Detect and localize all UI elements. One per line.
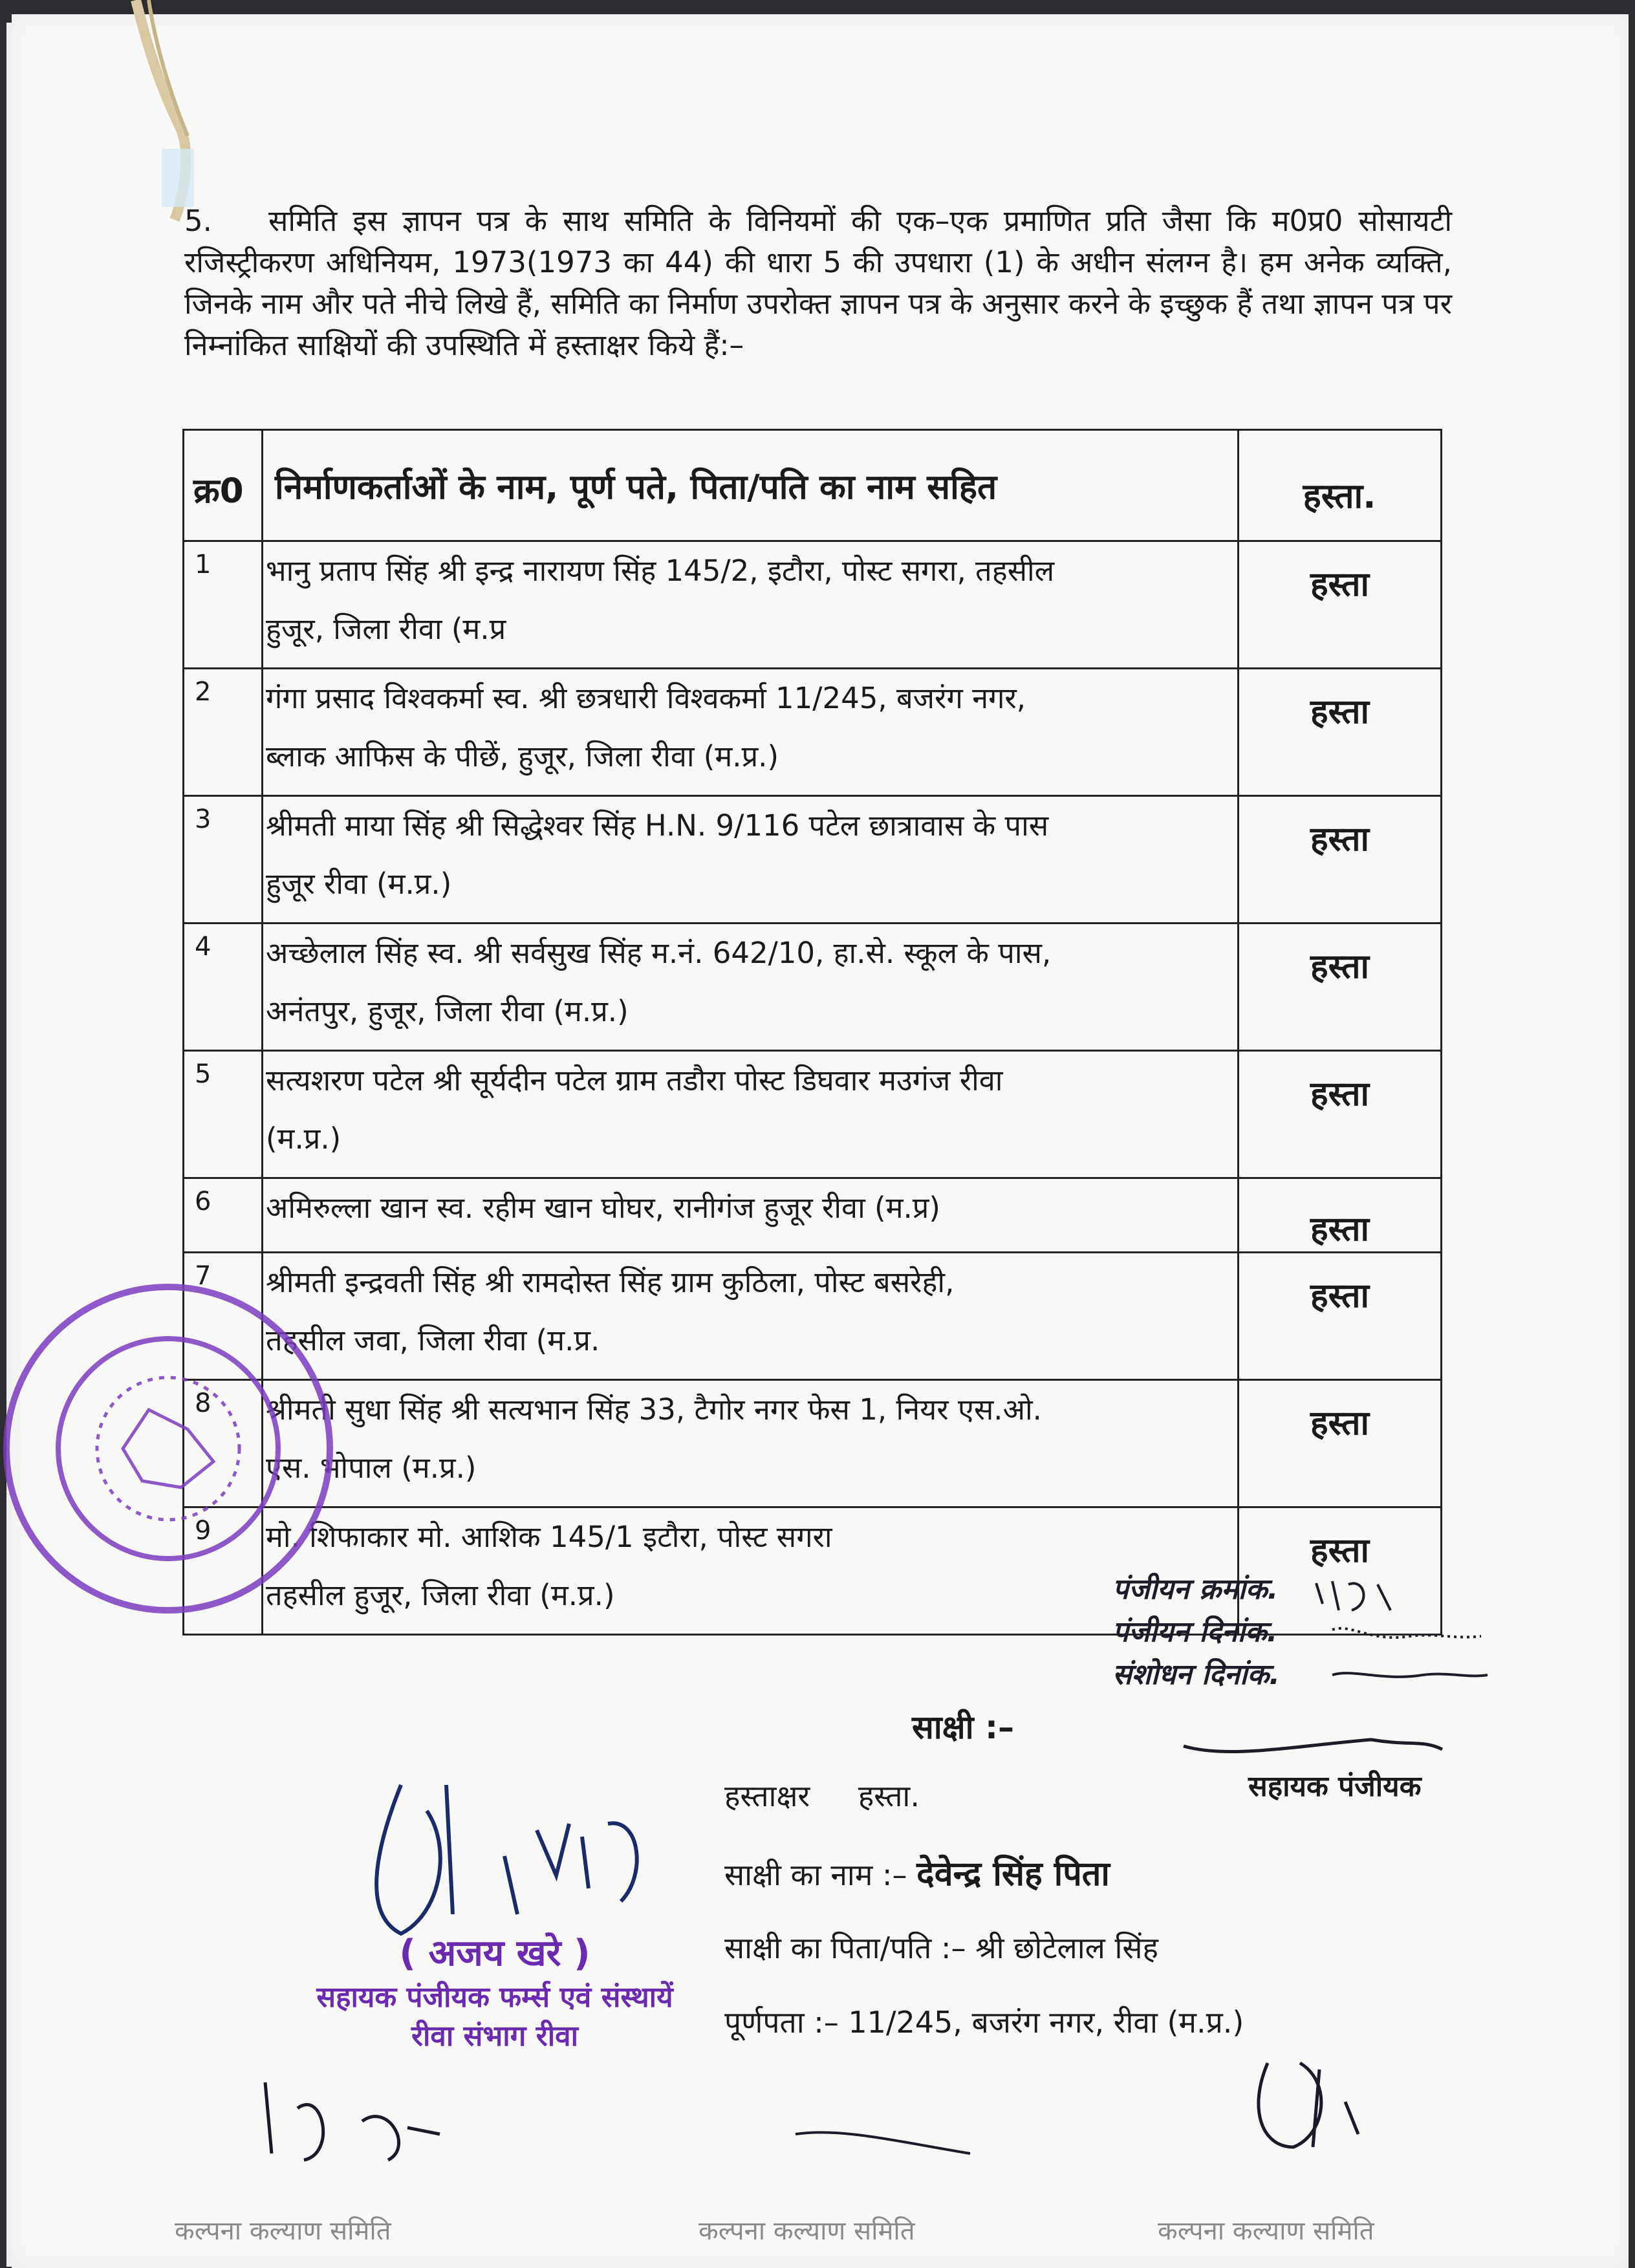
- table-row: [184, 1178, 1442, 1253]
- header-signature: हस्ता.: [1239, 430, 1442, 541]
- witness-signature-line: [724, 1775, 920, 1815]
- row-details: [263, 1051, 1239, 1178]
- witness-father-label: साक्षी का पिता/पति :–: [724, 1930, 966, 1965]
- founders-table: [182, 429, 1442, 1636]
- row-line1: श्रीमती माया सिंह श्री सिद्धेश्वर सिंह H.N. 9/116 पटेल छात्रावास के पास: [266, 808, 1049, 843]
- row-line2: हुजूर रीवा (म.प्र.): [266, 867, 452, 901]
- header-name-address: निर्माणकर्ताओं के नाम, पूर्ण पते, पिता/पति का नाम सहित: [263, 430, 1239, 541]
- row-details: [263, 1178, 1239, 1253]
- table-header-row: [184, 430, 1442, 541]
- header-serial: क्र0: [184, 430, 263, 541]
- officer-stamp: [288, 1927, 702, 2054]
- witness-heading: साक्षी :–: [912, 1709, 1014, 1746]
- binding-thread: [52, 0, 194, 233]
- registration-block: [1112, 1568, 1280, 1696]
- row-serial: 6: [184, 1178, 263, 1253]
- row-serial: 2: [184, 669, 263, 796]
- row-signature: हस्ता: [1239, 669, 1442, 796]
- table-row: [184, 1380, 1442, 1507]
- row-serial: 9: [184, 1507, 263, 1635]
- table-row: [184, 796, 1442, 923]
- row-details: [263, 1253, 1239, 1380]
- row-details: [263, 1380, 1239, 1507]
- footer-right: कल्पना कल्याण समिति: [1158, 2216, 1374, 2246]
- officer-name: ( अजय खरे ): [399, 1932, 590, 1974]
- row-line1: गंगा प्रसाद विश्वकर्मा स्व. श्री छत्रधारी विश्वकर्मा 11/245, बजरंग नगर,: [266, 681, 1026, 715]
- paragraph-number: 5.: [184, 204, 212, 238]
- witness-father-value: श्री छोटेलाल सिंह: [975, 1930, 1158, 1965]
- row-serial: 5: [184, 1051, 263, 1178]
- row-line2: तहसील जवा, जिला रीवा (म.प्र.: [266, 1323, 600, 1357]
- paragraph-text: समिति इस ज्ञापन पत्र के साथ समिति के विनियमों की एक–एक प्रमाणित प्रति जैसा कि म0प्र0 सोसायटी रजिस्ट्रीकरण अधिनियम, 1973(1973 का 44) की धारा 5 की उपधारा (1) के अधीन संलग्न है। हम अनेक व्यक्ति, जिनके नाम और पते नीचे लिखे हैं, समिति का निर्माण उपरोक्त ज्ञापन पत्र के अनुसार करने के इच्छुक हैं तथा ज्ञापन पत्र पर निम्नांकित साक्षियों की उपस्थिति में हस्ताक्षर किये हैं:–: [184, 204, 1452, 362]
- footer-center: कल्पना कल्याण समिति: [698, 2216, 915, 2246]
- row-details: [263, 796, 1239, 923]
- row-signature: हस्ता: [1239, 1178, 1442, 1253]
- row-line1: श्रीमती सुधा सिंह श्री सत्यभान सिंह 33, टैगोर नगर फेस 1, नियर एस.ओ.: [266, 1392, 1042, 1427]
- row-line1: मो. शिफाकार मो. आशिक 145/1 इटौरा, पोस्ट सगरा: [266, 1520, 832, 1554]
- row-serial: 4: [184, 923, 263, 1051]
- witness-address-label: पूर्णपता :–: [724, 2005, 839, 2040]
- row-signature: हस्ता: [1239, 1253, 1442, 1380]
- table-row: [184, 1051, 1442, 1178]
- row-serial: 7: [184, 1253, 263, 1380]
- row-serial: 3: [184, 796, 263, 923]
- row-serial: 8: [184, 1380, 263, 1507]
- assistant-registrar-label: सहायक पंजीयक: [1248, 1770, 1422, 1803]
- paragraph-5: [184, 200, 1452, 366]
- row-signature: हस्ता: [1239, 1380, 1442, 1507]
- witness-father-line: [724, 1927, 1158, 1967]
- table-row: [184, 669, 1442, 796]
- row-serial: 1: [184, 541, 263, 669]
- table-row: [184, 541, 1442, 669]
- row-signature: हस्ता: [1239, 1051, 1442, 1178]
- row-details: [263, 1507, 1239, 1635]
- witness-name-label: साक्षी का नाम :–: [724, 1857, 907, 1892]
- row-line2: अनंतपुर, हुजूर, जिला रीवा (म.प्र.): [266, 994, 629, 1028]
- amendment-date-label: संशोधन दिनांक.: [1112, 1658, 1280, 1691]
- row-signature: हस्ता: [1239, 1507, 1442, 1635]
- row-line1: अमिरुल्ला खान स्व. रहीम खान घोघर, रानीगंज हुजूर रीवा (म.प्र): [266, 1191, 940, 1225]
- row-line1: श्रीमती इन्द्रवती सिंह श्री रामदोस्त सिंह ग्राम कुठिला, पोस्ट बसरेही,: [266, 1265, 955, 1299]
- table-row: [184, 1253, 1442, 1380]
- row-details: [263, 669, 1239, 796]
- row-signature: हस्ता: [1239, 923, 1442, 1051]
- witness-sign-label: हस्ताक्षर: [724, 1778, 810, 1813]
- row-line2: हुजूर, जिला रीवा (म.प्र: [266, 612, 506, 646]
- witness-address-value: 11/245, बजरंग नगर, रीवा (म.प्र.): [848, 2005, 1244, 2040]
- row-line2: (म.प्र.): [266, 1121, 341, 1156]
- registration-number-label: पंजीयन क्रमांक.: [1112, 1573, 1279, 1606]
- row-line2: ब्लाक आफिस के पीछें, हुजूर, जिला रीवा (म.प्र.): [266, 739, 779, 773]
- row-line2: तहसील हुजूर, जिला रीवा (म.प्र.): [266, 1578, 615, 1612]
- registration-date-label: पंजीयन दिनांक.: [1112, 1615, 1278, 1648]
- row-line2: एस. भोपाल (म.प्र.): [266, 1451, 477, 1485]
- row-line1: भानु प्रताप सिंह श्री इन्द्र नारायण सिंह 145/2, इटौरा, पोस्ट सगरा, तहसील: [266, 554, 1055, 588]
- row-details: [263, 541, 1239, 669]
- officer-place: रीवा संभाग रीवा: [411, 2020, 578, 2053]
- witness-name-line: [724, 1850, 1110, 1895]
- footer-left: कल्पना कल्याण समिति: [175, 2216, 391, 2246]
- row-details: [263, 923, 1239, 1051]
- row-line1: अच्छेलाल सिंह स्व. श्री सर्वसुख सिंह म.नं. 642/10, हा.से. स्कूल के पास,: [266, 936, 1052, 970]
- row-signature: हस्ता: [1239, 796, 1442, 923]
- officer-designation: सहायक पंजीयक फर्म्स एवं संस्थायें: [316, 1981, 673, 2014]
- row-signature: हस्ता: [1239, 541, 1442, 669]
- witness-address-line: [724, 2002, 1244, 2042]
- table-row: [184, 923, 1442, 1051]
- witness-name-value: देवेन्द्र सिंह पिता: [916, 1855, 1110, 1894]
- row-line1: सत्यशरण पटेल श्री सूर्यदीन पटेल ग्राम तडौरा पोस्ट डिघवार मउगंज रीवा: [266, 1063, 1003, 1097]
- witness-sign-value: हस्ता.: [858, 1778, 920, 1813]
